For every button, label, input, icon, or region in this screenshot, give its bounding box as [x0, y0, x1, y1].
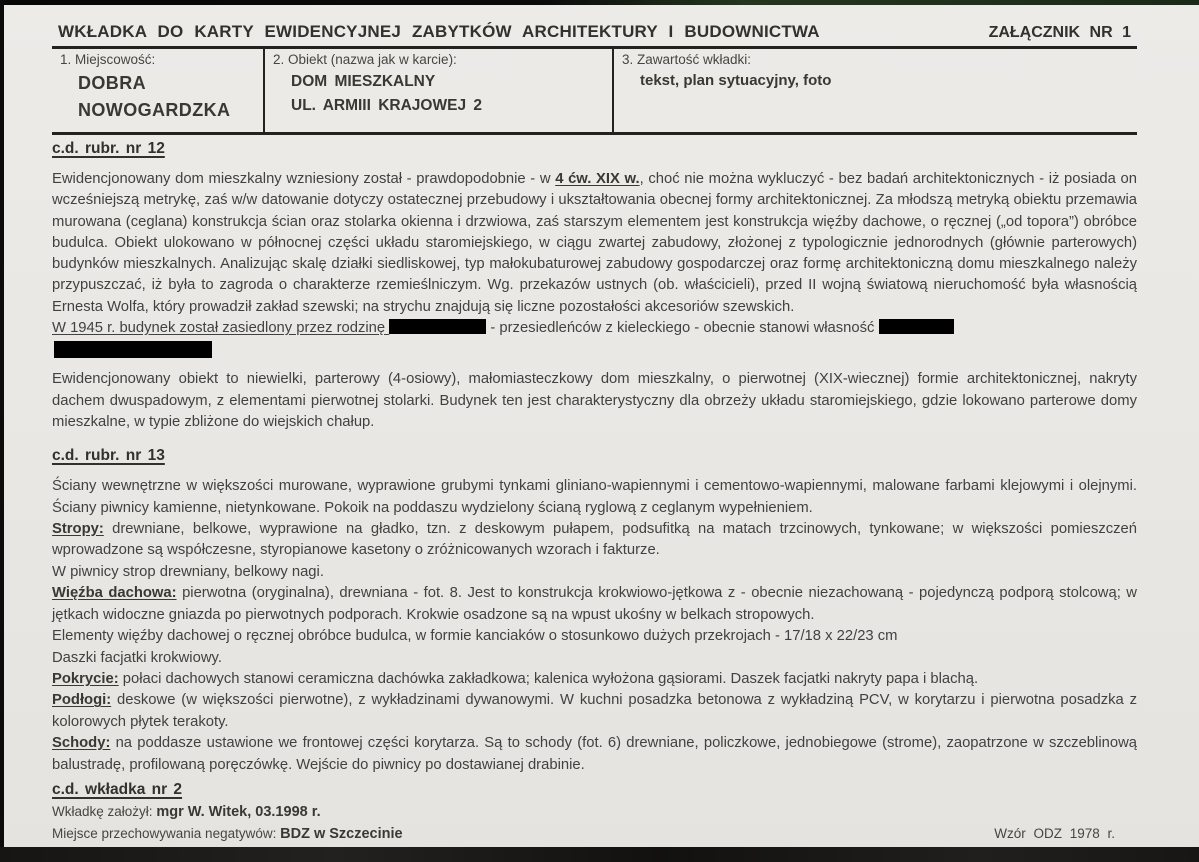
item-text: deskowe (w większości pierwotne), z wykładzinami dywanowymi. W kuchni posadzka betonowa z wykładziną PCV, w korytarzu i pierwotna posadzka z kolorowych płytek terakoty.	[52, 692, 1137, 730]
item-text: drewniane, belkowe, wyprawione na gładko, tzn. z deskowym pułapem, podsufitką na matach trzcinowych, tynkowane; w większości pomieszczeń wprowadzone są współczesne, styropianowe kasetony o zróżnicowanych wzorach i fakturze.	[52, 521, 1137, 559]
scan-edge-left	[0, 0, 4, 862]
negatives-row	[52, 824, 1137, 844]
item-text: połaci dachowych stanowi ceramiczna dachówka zakładkowa; kalenica wyłożona gąsiorami. Daszek facjatki nakryty papa i blachą.	[118, 670, 979, 687]
created-by-value: mgr W. Witek, 03.1998 r.	[156, 803, 321, 820]
construction-item	[52, 648, 1137, 669]
info-cell-zawartosc	[614, 49, 1137, 132]
negatives-label: Miejsce przechowywania negatywów:	[52, 825, 277, 841]
item-text: Ściany wewnętrzne w większości murowane, wyprawione grubymi tynkami gliniano-wapiennymi i cementowo-wapiennymi, malowane farbami klejowymi i olejnymi. Ściany piwnicy kamienne, nietynkowane. Pokoik na poddaszu wydzielony ścianą ryglową z ceglanym wypełnieniem.	[52, 478, 1137, 516]
cell-value-line: DOM MIESZKALNY	[291, 73, 436, 90]
info-table	[52, 46, 1137, 135]
paragraph-run: - przesiedleńców z kieleckiego - obecnie stanowi własność	[486, 320, 879, 337]
paragraph-run: Ewidencjonowany dom mieszkalny wzniesiony został - prawdopodobnie - w	[52, 171, 556, 187]
construction-item	[52, 733, 1137, 776]
form-note: Wzór ODZ 1978 r.	[994, 825, 1115, 841]
cell-label: 3. Zawartość wkładki:	[622, 52, 752, 67]
construction-details-list	[52, 476, 1137, 776]
paragraph-run: , choć nie można wykluczyć - bez badań architektonicznych - iż posiada on wcześniejszą metrykę, zaś w/w datowanie dotyczy ostatecznej przebudowy i ukształtowania obecnej formy architektonicznej. Za młodszą metryką obiektu przemawia murowana (ceglana) konstrukcja ścian oraz stolarka okienna i drzwiowa, zaś starszym elementem jest konstrukcja więźby dachowe, o ręcznej („od topora”) obróbce budulca. Obiekt ulokowano w północnej części układu staromiejskiego, w ciągu zwartej zabudowy, złożonej z typologicznie jednorodnych (głównie parterowych) budynków mieszkalnych. Analizując skalę działki siedliskowej, typ małokubaturowej zabudowy gospodarczej oraz formę architektoniczną domu mieszkalnego należy przypuszczać, iż była to zagroda o charakterze rzemieślniczym. Wg. przekazów ustnych (ob. właścicieli), przed II wojną światową nieruchomość była własnością Ernesta Wolfa, który prowadził zakład szewski; na strychu znajdują się liczne pozostałości akcesoriów szewskich.	[52, 171, 1137, 315]
redaction-bar	[389, 319, 486, 334]
created-by-row	[52, 802, 1137, 822]
document-header	[52, 20, 1137, 46]
cell-value-line: tekst, plan sytuacyjny, foto	[640, 72, 832, 89]
item-label: Więźba dachowa:	[52, 585, 177, 602]
item-text: Elementy więźby dachowej o ręcznej obróbce budulca, w formie kanciaków o stosunkowo dużych przekrojach - 17/18 x 22/23 cm	[52, 628, 898, 645]
item-label: Pokrycie:	[52, 670, 119, 687]
paragraph-run: W 1945 r. budynek został zasiedlony przez rodzinę	[52, 320, 390, 337]
cell-label: 2. Obiekt (nazwa jak w karcie):	[273, 52, 457, 67]
construction-item	[52, 583, 1137, 626]
created-by-label: Wkładkę założył:	[52, 803, 153, 819]
construction-item	[52, 669, 1137, 690]
construction-item	[52, 562, 1137, 583]
construction-item	[52, 626, 1137, 647]
item-label: Podłogi:	[52, 692, 112, 709]
info-cell-obiekt	[265, 49, 614, 132]
cell-value-line: DOBRA	[78, 73, 146, 93]
negatives-value: BDZ w Szczecinie	[280, 825, 403, 842]
paragraph-dating	[52, 169, 1137, 318]
info-cell-miejscowosc	[52, 49, 265, 132]
redaction-bar	[879, 319, 954, 334]
item-text: Daszki facjatki krokwiowy.	[52, 649, 222, 666]
cell-value-line: UL. ARMIII KRAJOWEJ 2	[291, 97, 482, 114]
item-text: W piwnicy strop drewniany, belkowy nagi.	[52, 563, 324, 580]
redacted-ownership-line	[52, 318, 1137, 358]
item-text: na poddasze ustawione we frontowej części korytarza. Są to schody (fot. 6) drewniane, policzkowe, jednobiegowe (strome), zaopatrzone w szczeblinową balustradę, profilowaną poręczówkę. Wejście do piwnicy po dostawianej drabinie.	[52, 735, 1137, 773]
negatives-location	[52, 824, 403, 844]
item-label: Stropy:	[52, 521, 104, 538]
section-heading-wkladka-2: c.d. wkładka nr 2	[52, 780, 183, 798]
dating-emphasis: 4 ćw. XIX w.	[555, 171, 640, 187]
construction-item	[52, 476, 1137, 519]
scan-edge-top	[0, 0, 1199, 5]
attachment-label: ZAŁĄCZNIK NR 1	[988, 24, 1131, 41]
construction-item	[52, 690, 1137, 733]
construction-item	[52, 519, 1137, 562]
item-label: Schody:	[52, 735, 111, 752]
scan-edge-bottom	[0, 847, 1199, 862]
cell-label: 1. Miejscowość:	[60, 52, 156, 67]
cell-value-line: NOWOGARDZKA	[78, 100, 231, 120]
item-text: pierwotna (oryginalna), drewniana - fot. 8. Jest to konstrukcja krokwiowo-jętkowa z - obecnie niezachowaną - pojedynczą podporą stolcową; w jętkach widoczne gniazda po pierwotnych podporach. Krokwie osadzone są na wpust ukośny w belkach stropowych.	[52, 585, 1137, 623]
document-title: WKŁADKA DO KARTY EWIDENCYJNEJ ZABYTKÓW ARCHITEKTURY I BUDOWNICTWA	[58, 22, 820, 41]
section-heading-rubr-13: c.d. rubr. nr 13	[52, 447, 165, 465]
section-heading-rubr-12: c.d. rubr. nr 12	[52, 140, 165, 157]
paragraph-building-description: Ewidencjonowany obiekt to niewielki, parterowy (4-osiowy), małomiasteczkowy dom mieszkalny, o pierwotnej (XIX-wiecznej) formie architektonicznej, nakryty dachem dwuspadowym, z elementami pierwotnej stolarki. Budynek ten jest charakterystyczny dla obrzeży układu staromiejskiego, gdzie lokowano parterowe domy mieszkalne, w typie zbliżone do wiejskich chałup.	[52, 371, 1137, 430]
redaction-bar	[54, 341, 212, 358]
